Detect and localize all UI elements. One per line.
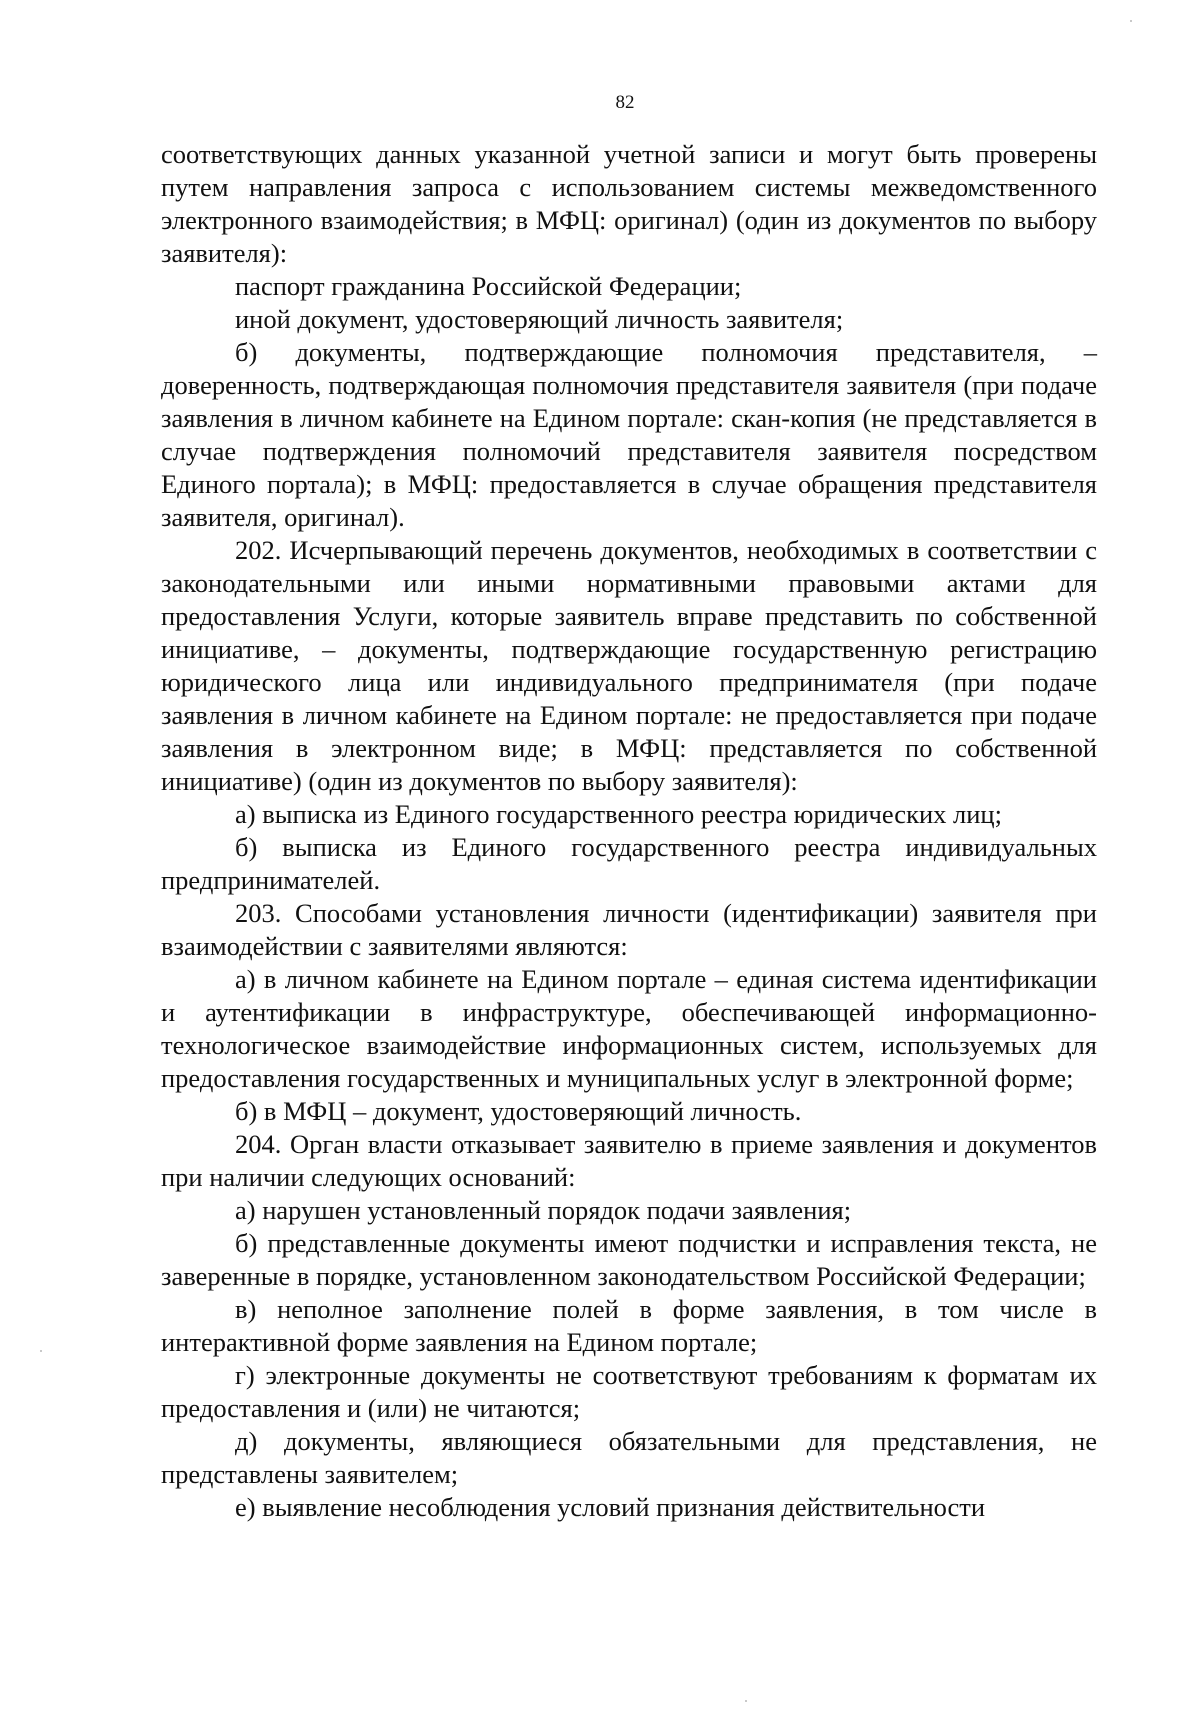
- paragraph: 203. Способами установления личности (идентификации) заявителя при взаимодействии с заявителями являются:: [161, 898, 1097, 961]
- paragraph: 204. Орган власти отказывает заявителю в приеме заявления и документов при наличии следующих оснований:: [161, 1129, 1097, 1192]
- paragraph: иной документ, удостоверяющий личность заявителя;: [235, 304, 844, 334]
- paragraph: в) неполное заполнение полей в форме заявления, в том числе в интерактивной форме заявления на Едином портале;: [161, 1294, 1097, 1357]
- paragraph: паспорт гражданина Российской Федерации;: [235, 271, 742, 301]
- scan-speck: [40, 1350, 42, 1352]
- scan-speck: [1130, 20, 1132, 22]
- paragraph: а) в личном кабинете на Едином портале – единая система идентификации и аутентификации в инфраструктуре, обеспечивающей информационно-технологическое взаимодействие информационных систем, используемых для предоставления государственных и муниципальных услуг в электронной форме;: [161, 964, 1097, 1093]
- paragraph: а) нарушен установленный порядок подачи заявления;: [235, 1195, 852, 1225]
- paragraph: б) представленные документы имеют подчистки и исправления текста, не заверенные в порядке, установленном законодательством Российской Федерации;: [161, 1228, 1097, 1291]
- paragraph: д) документы, являющиеся обязательными для представления, не представлены заявителем;: [161, 1426, 1097, 1489]
- paragraph: е) выявление несоблюдения условий признания действительности: [235, 1492, 986, 1522]
- paragraph: соответствующих данных указанной учетной записи и могут быть проверены путем направления запроса с использованием системы межведомственного электронного взаимодействия; в МФЦ: оригинал) (один из документов по выбору заявителя):: [161, 139, 1097, 268]
- document-body: [161, 138, 1097, 1524]
- paragraph: б) выписка из Единого государственного реестра индивидуальных предпринимателей.: [161, 832, 1097, 895]
- paragraph: 202. Исчерпывающий перечень документов, необходимых в соответствии с законодательными или иными нормативными правовыми актами для предоставления Услуги, которые заявитель вправе представить по собственной инициативе, – документы, подтверждающие государственную регистрацию юридического лица или индивидуального предпринимателя (при подаче заявления в личном кабинете на Едином портале: не предоставляется при подаче заявления в электронном виде; в МФЦ: представляется по собственной инициативе) (один из документов по выбору заявителя):: [161, 535, 1097, 796]
- paragraph: а) выписка из Единого государственного реестра юридических лиц;: [235, 799, 1002, 829]
- paragraph: г) электронные документы не соответствуют требованиям к форматам их предоставления и (или) не читаются;: [161, 1360, 1097, 1423]
- scan-speck: [745, 1700, 747, 1702]
- paragraph: б) документы, подтверждающие полномочия представителя, – доверенность, подтверждающая полномочия представителя заявителя (при подаче заявления в личном кабинете на Едином портале: скан-копия (не представляется в случае подтверждения полномочий представителя заявителя посредством Единого портала); в МФЦ: предоставляется в случае обращения представителя заявителя, оригинал).: [161, 337, 1097, 532]
- paragraph: б) в МФЦ – документ, удостоверяющий личность.: [235, 1096, 802, 1126]
- page-number: 82: [615, 92, 635, 113]
